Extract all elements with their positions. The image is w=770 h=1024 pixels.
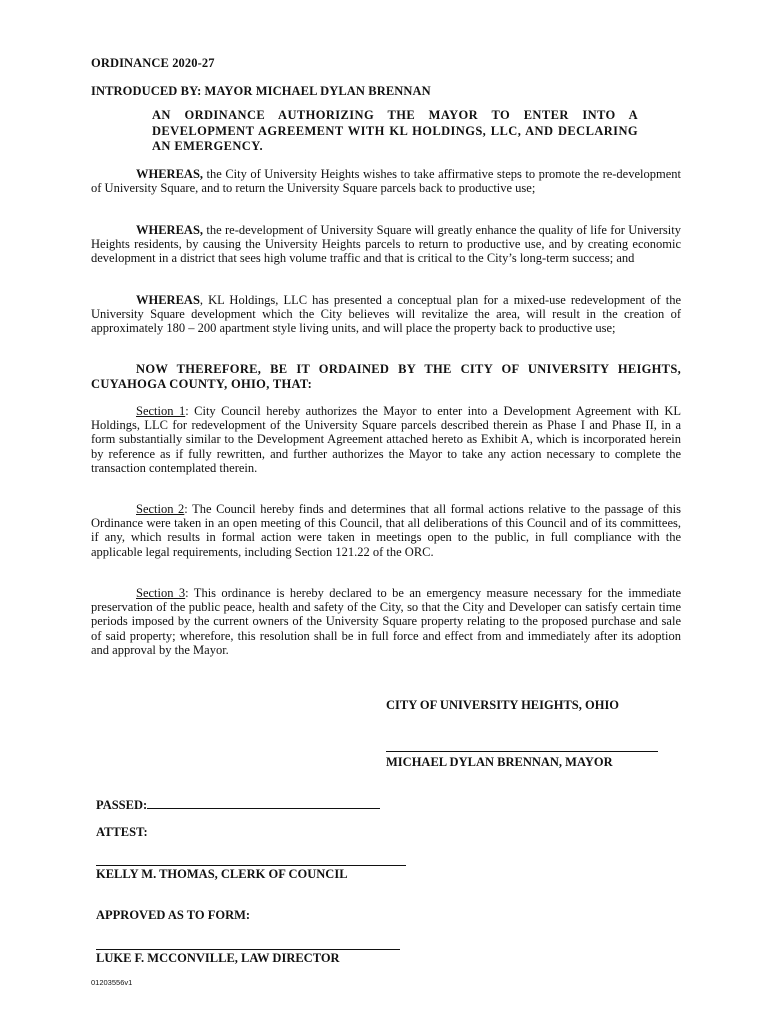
section-label: Section 1 (136, 404, 186, 418)
section-text: : City Council hereby authorizes the Mayor to enter into a Development Agreement with KL Holdings, LLC for redevelopment of the University Square parcels described therein as Phase I and Phase II, in a form substantially similar to the Development Agreement attached hereto as Exhibit A, which is incorporated herein by reference as if fully rewritten, and further authorizes the Mayor to take any action necessary to complete the transaction contemplated therein. (91, 404, 682, 475)
whereas-paragraph-3 (91, 293, 681, 336)
mayor-signature-line (386, 751, 658, 752)
now-therefore-clause (91, 362, 681, 392)
passed-label: PASSED: (96, 798, 148, 812)
whereas-paragraph-2 (91, 223, 681, 266)
city-signature-heading: CITY OF UNIVERSITY HEIGHTS, OHIO (386, 698, 620, 712)
whereas-text: the re-development of University Square will greatly enhance the quality of life for University Heights residents, by causing the University Heights parcels to return to productive use, and by creating economic development in a district that sees high volume traffic and that is critical to the City’s long-term success; and (91, 223, 681, 266)
attest-label: ATTEST: (96, 825, 148, 839)
passed-blank (147, 797, 380, 809)
section-3-paragraph (91, 586, 681, 657)
clerk-signature-line (96, 865, 406, 866)
whereas-text: the City of University Heights wishes to take affirmative steps to promote the re-development of University Square, and to return the University Square parcels back to productive use; (91, 167, 681, 196)
whereas-lead: WHEREAS (136, 293, 200, 307)
whereas-lead: WHEREAS, (136, 167, 204, 181)
introduced-by: INTRODUCED BY: MAYOR MICHAEL DYLAN BRENNAN (91, 84, 431, 98)
whereas-text: , KL Holdings, LLC has presented a conceptual plan for a mixed-use redevelopment of the University Square development which the City believes will revitalize the area, will result in the creation of approximately 180 – 200 apartment style living units, and will place the property back to productive use; (91, 293, 681, 336)
ordinance-title: AN ORDINANCE AUTHORIZING THE MAYOR TO ENTER INTO A DEVELOPMENT AGREEMENT WITH KL HOLDINGS, LLC, AND DECLARING AN EMERGENCY. (152, 108, 638, 153)
whereas-lead: WHEREAS, (136, 223, 204, 237)
section-2-paragraph (91, 502, 681, 559)
document-id: 01203556v1 (91, 978, 133, 987)
now-therefore-text: NOW THEREFORE, BE IT ORDAINED BY THE CITY OF UNIVERSITY HEIGHTS, CUYAHOGA COUNTY, OHIO, THAT: (91, 362, 681, 391)
section-1-paragraph (91, 404, 681, 475)
section-label: Section 2 (136, 502, 185, 516)
ordinance-number: ORDINANCE 2020-27 (91, 56, 215, 70)
passed-line (96, 797, 380, 813)
section-label: Section 3 (136, 586, 186, 600)
mayor-name: MICHAEL DYLAN BRENNAN, MAYOR (386, 755, 613, 769)
whereas-paragraph-1 (91, 167, 681, 195)
approved-as-to-form-label: APPROVED AS TO FORM: (96, 908, 251, 922)
section-text: : This ordinance is hereby declared to be an emergency measure necessary for the immediate preservation of the public peace, health and safety of the City, so that the City and Developer can satisfy certain time periods imposed by the current owners of the University Square property relating to the proposed purchase and sale of said property; wherefore, this resolution shall be in full force and effect from and immediately after its adoption and approval by the Mayor. (91, 586, 681, 657)
law-director-signature-line (96, 949, 400, 950)
law-director-name: LUKE F. MCCONVILLE, LAW DIRECTOR (96, 951, 340, 965)
clerk-name: KELLY M. THOMAS, CLERK OF COUNCIL (96, 867, 348, 881)
section-text: : The Council hereby finds and determines that all formal actions relative to the passage of this Ordinance were taken in an open meeting of this Council, that all deliberations of this Council and of its committees, if any, which results in formal action were taken in meetings open to the public, in full compliance with the applicable legal requirements, including Section 121.22 of the ORC. (91, 502, 681, 559)
